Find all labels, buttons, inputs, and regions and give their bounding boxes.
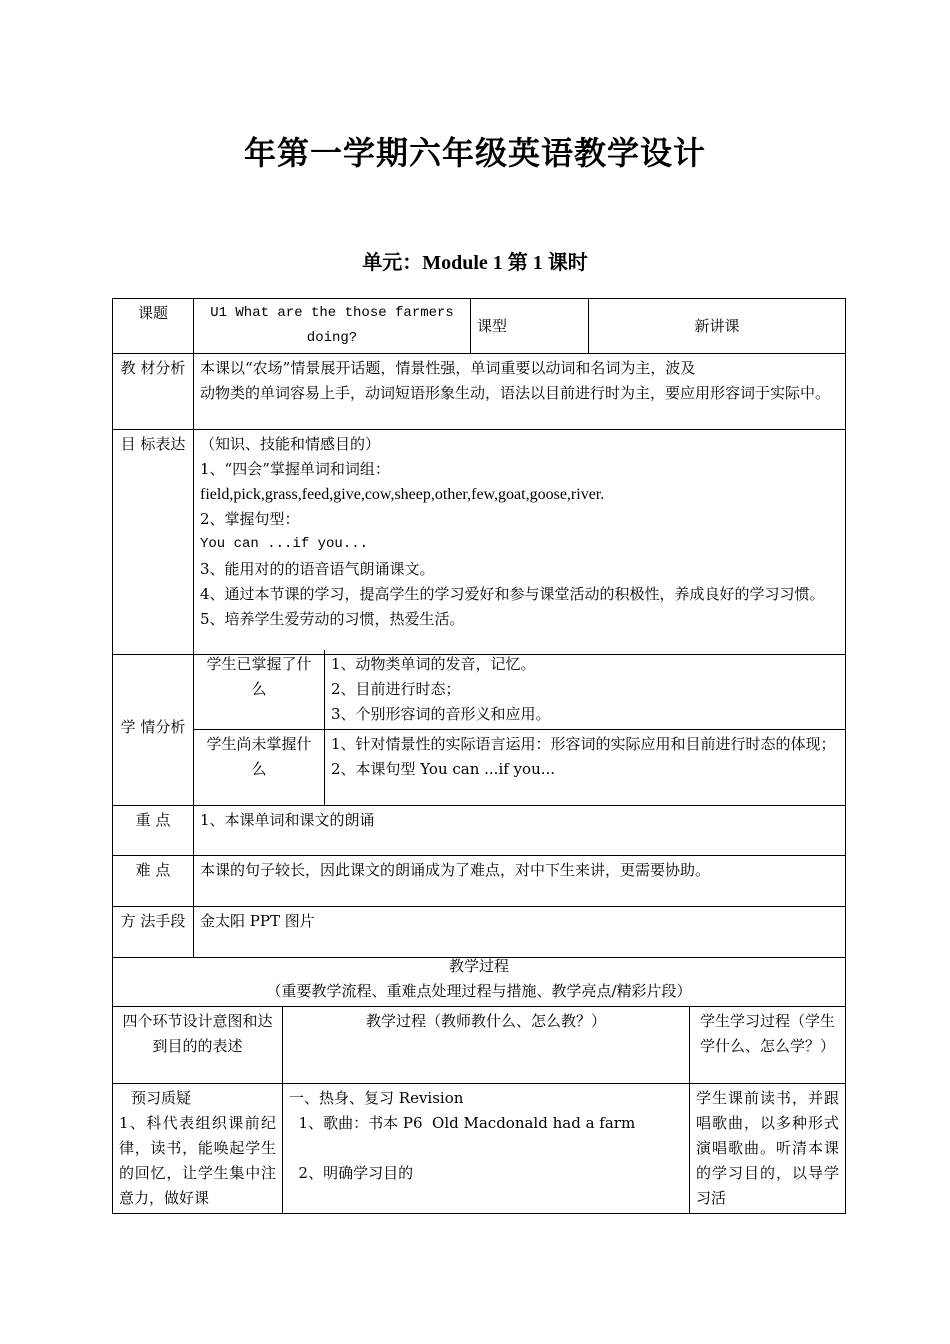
goal-text — [194, 430, 846, 655]
process-title: 教学过程 — [449, 957, 510, 975]
page-title: 年第一学期六年级英语教学设计 — [243, 134, 706, 172]
lesson-info-table-2 — [112, 650, 846, 958]
key-label: 重 点 — [113, 806, 194, 856]
goal-line: 2、掌握句型： — [200, 510, 300, 528]
material-line: 动物类的单词容易上手，动词短语形象生动，语法以目前进行时为主，要应用形容词于实际中。 — [200, 384, 831, 402]
col2-line: 一、热身、复习 Revision — [289, 1089, 464, 1107]
col3-header: 学生学习过程（学生学什么、怎么学？） — [690, 1007, 846, 1084]
unknown-line: 1、针对情景性的实际语言运用：形容词的实际应用和目前进行时态的体现； — [331, 735, 836, 753]
unknown-label: 学生尚未掌握什么 — [194, 730, 325, 806]
unknown-line: 2、本课句型 You can ...if you... — [331, 760, 556, 778]
method-label: 方 法手段 — [113, 907, 194, 958]
method-text: 金太阳 PPT 图片 — [194, 907, 846, 958]
goal-line: 3、能用对的的语音语气朗诵课文。 — [200, 560, 435, 578]
lesson-info-table — [112, 298, 846, 655]
material-line: 本课以“农场”情景展开话题，情景性强，单词重要以动词和名词为主，波及 — [200, 359, 696, 377]
type-value: 新讲课 — [589, 299, 846, 354]
teaching-process-table — [112, 952, 846, 1214]
unit-line: 单元：Module 1 第 1 课时 — [362, 252, 588, 274]
material-text — [194, 354, 846, 430]
goal-line: 1、“四会”掌握单词和词组： — [200, 460, 390, 478]
topic-value: U1 What are the those farmers doing? — [194, 299, 471, 354]
col1-line: 1、科代表组织课前纪律，读书，能唤起学生的回忆，让学生集中注意力，做好课 — [119, 1114, 276, 1207]
key-text: 1、本课单词和课文的朗诵 — [194, 806, 846, 856]
known-line: 2、目前进行时态； — [331, 680, 461, 698]
col1-line: 预习质疑 — [131, 1089, 192, 1107]
goal-label: 目 标表达 — [113, 430, 194, 655]
col1-body — [113, 1084, 283, 1214]
col2-line — [289, 1136, 683, 1161]
col2-line: 2、明确学习目的 — [289, 1164, 414, 1182]
col3-body: 学生课前读书，并跟唱歌曲，以多种形式演唱歌曲。听清本课的学习目的，以导学习活 — [690, 1084, 846, 1214]
col2-header: 教学过程（教师教什么、怎么教？） — [283, 1007, 690, 1084]
process-header — [113, 952, 846, 1007]
col2-body — [283, 1084, 690, 1214]
unknown-text — [325, 730, 846, 806]
difficult-text: 本课的句子较长，因此课文的朗诵成为了难点，对中下生来讲，更需要协助。 — [194, 856, 846, 907]
goal-line: 5、培养学生爱劳动的习惯，热爱生活。 — [200, 610, 465, 628]
material-label: 教 材分析 — [113, 354, 194, 430]
type-label: 课型 — [471, 299, 589, 354]
known-text — [325, 650, 846, 730]
col1-header: 四个环节设计意图和达到目的的表述 — [113, 1007, 283, 1084]
situation-label: 学 情分析 — [113, 650, 194, 806]
known-line: 3、个别形容词的音形义和应用。 — [331, 705, 551, 723]
col2-line: 1、歌曲：书本 P6 Old Macdonald had a farm — [289, 1114, 636, 1132]
known-line: 1、动物类单词的发音，记忆。 — [331, 655, 536, 673]
goal-line: field,pick,grass,feed,give,cow,sheep,other,few,goat,goose,river. — [200, 486, 605, 503]
goal-line: 4、通过本节课的学习，提高学生的学习爱好和参与课堂活动的积极性，养成良好的学习习惯。 — [200, 585, 825, 603]
known-label: 学生已掌握了什么 — [194, 650, 325, 730]
goal-line: （知识、技能和情感目的） — [200, 435, 381, 453]
goal-line: You can ...if you... — [200, 536, 369, 552]
process-subtitle: （重要教学流程、重难点处理过程与措施、教学亮点/精彩片段） — [266, 982, 692, 1000]
topic-label: 课题 — [113, 299, 194, 354]
difficult-label: 难 点 — [113, 856, 194, 907]
